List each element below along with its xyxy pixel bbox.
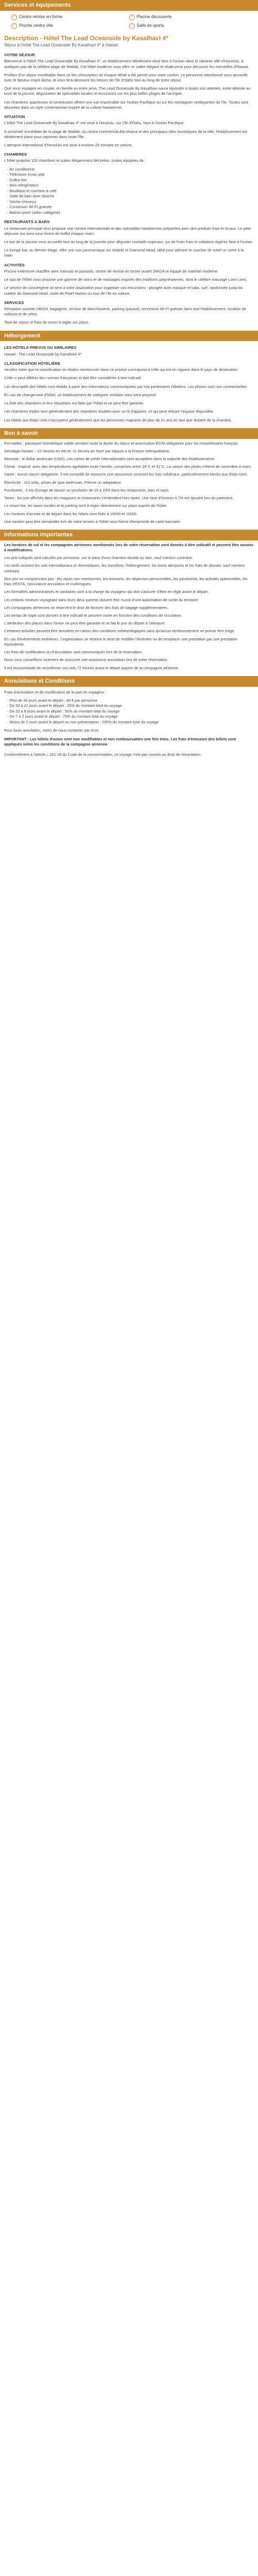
- paragraph: Réception ouverte 24h/24, bagagerie, service de blanchisserie, parking (payant), connexion Wi-Fi gratuite dans tout l'établissement, location de voitures et de vélos.: [4, 306, 246, 317]
- bullet-item: Les formalités administratives et sanitaires sont à la charge du voyageur qui doit s'assurer d'être en règle avant le départ.: [4, 589, 209, 595]
- bullet-item: Climat : tropical, avec des températures agréables toute l'année, comprises entre 24°C et 31°C. La saison des pluies s'étend de novembre à mars.: [4, 464, 252, 469]
- paragraph: Les hôtels aux Etats-Unis n'acceptent généralement que les personnes majeures de plus de 21 ans en tant que titulaire de la chambre.: [4, 417, 232, 422]
- bullet-item: Certaines activités peuvent être annulées en raison des conditions météorologiques sans qu'aucun remboursement ne puisse être exigé.: [4, 629, 235, 634]
- city-icon: ✓: [11, 23, 17, 29]
- paragraph: Pour toute annulation, merci de nous contacter par écrit.: [4, 728, 100, 733]
- bullet-item: Pourboires : il est d'usage de laisser un pourboire de 15 à 20% dans les restaurants, bars et taxis.: [4, 487, 170, 493]
- list-item: - Moins de 2 jours avant le départ ou non présentation : 100% du montant total du voyage: [7, 720, 254, 725]
- bullet-item: Les horaires de vol et les compagnies aériennes mentionnés lors de votre réservation sont donnés à titre indicatif et peuvent être soumis à modifications.: [4, 542, 254, 553]
- list-item: - Plus de 30 jours avant le départ : 90 € par personne: [7, 698, 254, 704]
- paragraph: Le restaurant principal vous propose une cuisine internationale et des spécialités hawaïennes préparées avec des produits frais et locaux. Le petit-déjeuner est servi sous forme de buffet chaque matin.: [4, 226, 252, 236]
- list-item: - Salle de bain avec douche: [7, 194, 254, 199]
- bullet-item: Les enfants mineurs voyageant sans leurs deux parents doivent être munis d'une autorisation de sortie du territoire.: [4, 597, 199, 602]
- paragraph: Celle-ci peut différer des normes françaises et doit être considérée à titre indicatif.: [4, 376, 142, 381]
- informations-header: Informations importantes: [0, 530, 258, 540]
- list-item: - De 7 à 2 jours avant le départ : 75% du montant total du voyage: [7, 714, 254, 720]
- paragraph: Bienvenue à l'hôtel The Lead Oceanside By Kasalhavi 4*, un établissement idéalement situé face à l'océan dans la vibrante ville d'Honolulu, à quelques pas de la célèbre plage de Waikiki. Cet hôtel moderne vous offre un cadre élégant et chaleureux pour découvrir les merveilles d'Hawaii.: [4, 59, 249, 69]
- bullet-item: Les compagnies aériennes se réservent le droit de facturer des frais de bagage supplémentaires.: [4, 605, 168, 610]
- list-item: - Air conditionné: [7, 167, 254, 173]
- bon-a-savoir-header: Bon à savoir: [0, 428, 258, 439]
- amenity-gym: [129, 23, 247, 29]
- section-heading: CLASSIFICATION HÔTELIÈRE: [4, 361, 60, 366]
- amenities-grid: [0, 11, 258, 31]
- amenity-pool: [129, 14, 247, 20]
- paragraph: Les chambres triples sont généralement des chambres doubles avec un lit d'appoint, ce qui peut réduire l'espace disponible.: [4, 409, 214, 414]
- bullet-item: Électricité : 110 volts, prises de type américain. Prévoir un adaptateur.: [4, 480, 122, 485]
- section-heading: RESTAURANTS & BARS: [4, 219, 50, 225]
- section-heading: VOTRE SÉJOUR: [4, 53, 35, 58]
- paragraph: Profitez d'un séjour inoubliable dans ce lieu d'exception où chaque détail a été pensé pour votre confort. Le personnel attentionné vous accueille avec le fameux esprit Aloha, et vous fera découvrir les trésors de l'île d'Oahu tout au long de votre séjour.: [4, 72, 248, 82]
- paragraph: Le service de conciergerie se tient à votre disposition pour organiser vos excursions : plongée avec masque et tuba, surf, randonnée jusqu'au cratère de Diamond Head, visite de Pearl Harbor ou tour de l'île en voiture.: [4, 285, 243, 296]
- bullet-item: Le resort fee, les taxes locales et le parking sont à régler directement sur place auprès de l'hôtel.: [4, 503, 168, 509]
- section-heading: SITUATION: [4, 114, 25, 120]
- list-item: - Coffre-fort: [7, 178, 254, 183]
- bullet-item: Les prix indiqués sont calculés par personne, sur la base d'une chambre double ou twin, sauf mention contraire.: [4, 555, 193, 561]
- bullet-item: Il est recommandé de reconfirmer vos vols 72 heures avant le départ auprès de la compagnie aérienne.: [4, 665, 179, 670]
- bullet-item: Santé : aucun vaccin obligatoire. Il est conseillé de souscrire une assurance couvrant les frais médicaux, particulièrement élevés aux Etats-Unis.: [4, 472, 248, 477]
- bullet-item: Les tarifs incluent les vols internationaux et domestiques, les transferts, l'hébergement, les taxes aéroports et les frais de dossier, sauf mention contraire.: [4, 563, 245, 573]
- footer-note: Conformément à l'article L.221-28 du Code de la consommation, ce voyage n'est pas soumis au droit de rétractation.: [4, 752, 202, 757]
- services-header: Services et équipements: [0, 0, 258, 11]
- list-item: - Sèche-cheveux: [7, 199, 254, 205]
- bullet-item: Nous vous conseillons vivement de souscrire une assurance annulation lors de votre réservation.: [4, 657, 168, 663]
- bullet-item: Les frais de modification ou d'annulation sont communiqués lors de la réservation.: [4, 650, 143, 655]
- amenity-city: [11, 23, 129, 29]
- section-heading: ACTIVITÉS: [4, 262, 25, 267]
- paragraph: Le bar de la piscine vous accueille tout au long de la journée pour déguster cocktails tropicaux, jus de fruits frais et collations légères face à l'océan.: [4, 239, 253, 244]
- hebergement-header: Hébergement: [0, 331, 258, 342]
- hotel-name: Hawaii : The Lead Oceanside by Kasalhavi 4*: [4, 351, 82, 357]
- bullet-item: Décalage horaire : -12 heures en été et -11 heures en hiver par rapport à la France métropolitaine.: [4, 448, 170, 453]
- paragraph: En cas de changement d'hôtel, un établissement de catégorie similaire vous sera proposé.: [4, 392, 157, 397]
- list-item: - De 20 à 8 jours avant le départ : 50% du montant total du voyage: [7, 709, 254, 715]
- list-item: - De 30 à 21 jours avant le départ : 25% du montant total du voyage: [7, 703, 254, 709]
- list-item: - Connexion Wi-Fi gratuite: [7, 205, 254, 210]
- list-item: - Mini-réfrigérateur: [7, 183, 254, 189]
- amenity-label: Salle de sports: [137, 23, 164, 28]
- paragraph: Le lounge bar, au dernier étage, offre une vue panoramique sur Waikiki et Diamond Head, idéal pour admirer le coucher de soleil un verre à la main.: [4, 248, 244, 258]
- paragraph: Que vous voyagiez en couple, en famille ou entre amis, The Lead Oceanside By Kasalhavi saura répondre à toutes vos attentes, entre détente au bord de la piscine, dégustation de spécialités locales et excursions sur les plus belles plages de l'archipel.: [4, 86, 251, 96]
- amenity-label: Proche centre ville: [19, 23, 53, 28]
- annulation-header: Annulations et Conditions: [0, 676, 258, 687]
- list-item: - Balcon privé (selon catégorie): [7, 210, 254, 216]
- bullet-item: Nos prix ne comprennent pas : les repas non mentionnés, les boissons, les dépenses personnelles, les pourboires, les activités optionnelles, les frais d'ESTA, l'assurance annulation et multirisques.: [4, 576, 248, 587]
- amenity-fitness: [11, 14, 129, 20]
- description-title: Description - Hôtel The Lead Oceanside by Kasalhavi 4*: [4, 34, 169, 42]
- paragraph: À proximité immédiate de la plage de Waikiki, du centre commercial Ala Moana et des principaux sites touristiques de la ville, l'établissement est idéalement placé pour rayonner dans toute l'île.: [4, 129, 248, 139]
- paragraph: L'aéroport international d'Honolulu est situé à environ 25 minutes en voiture.: [4, 142, 133, 147]
- product-page: [0, 0, 258, 757]
- bullet-item: L'attribution des places dans l'avion ne peut être garantie et se fait le jour du départ à l'aéroport.: [4, 621, 166, 626]
- amenity-label: Piscine découverte: [137, 14, 172, 19]
- section-heading: CHAMBRES: [4, 152, 27, 157]
- bullet-item: Taxes : les prix affichés dans les magasins et restaurants s'entendent hors taxes. Une taxe d'environ 4,7% est ajoutée lors du paiement.: [4, 496, 234, 501]
- paragraph: Piscine extérieure chauffée avec transats et parasols, centre de remise en forme ouvert 24h/24 et équipé de matériel moderne.: [4, 268, 219, 274]
- paragraph: Veuillez noter que la classification en étoiles mentionnée dans ce produit correspond à celle qui est en vigueur dans le pays de destination.: [4, 367, 238, 372]
- paragraph: L'hôtel propose 120 chambres et suites élégamment décorées, toutes équipées de :: [4, 158, 146, 163]
- section-heading: SERVICES: [4, 300, 24, 305]
- fitness-icon: ✓: [11, 14, 17, 20]
- list-item: - Télévision écran plat: [7, 172, 254, 178]
- paragraph: L'hôtel The Lead Oceanside By Kasalhavi 4* est situé à Honolulu, sur l'île d'Oahu, face à l'océan Pacifique.: [4, 121, 185, 126]
- paragraph: Le spa de l'hôtel vous propose une gamme de soins et de massages inspirés des traditions polynésiennes, dont le célèbre massage Lomi Lomi.: [4, 277, 247, 282]
- amenity-label: Centre remise en forme: [19, 14, 63, 19]
- cancellation-list: [7, 698, 254, 725]
- section-heading: LES HÔTELS PREVUS OU SIMILAIRES: [4, 345, 77, 350]
- paragraph: Les descriptifs des hôtels sont établis à partir des informations communiquées par nos partenaires hôteliers. Les photos sont non contractuelles.: [4, 384, 248, 389]
- bullet-item: Les temps de trajet sont donnés à titre indicatif et peuvent varier en fonction des conditions de circulation.: [4, 613, 183, 618]
- pool-icon: ✓: [129, 14, 135, 20]
- gym-icon: ✓: [129, 23, 135, 29]
- paragraph: La liste des chambres et leur répartition est faite par l'hôtel et ne peut être garantie.: [4, 401, 144, 406]
- bullet-item: Monnaie : le dollar américain (USD). Les cartes de crédit internationales sont acceptées dans la majorité des établissements.: [4, 456, 216, 462]
- paragraph: Les chambres spacieuses et lumineuses offrent une vue imprenable sur l'océan Pacifique ou sur les montagnes verdoyantes de l'île. Toutes sont décorées dans un style contemporain inspiré de la culture hawaïenne.: [4, 99, 248, 110]
- bullet-item: Formalités : passeport biométrique valide pendant toute la durée du séjour et autorisation ESTA obligatoire pour les ressortissants français.: [4, 440, 239, 446]
- bullet-item: En cas d'événements extérieurs, l'organisateur se réserve le droit de modifier l'itinéraire ou de remplacer une prestation par une prestation équivalente.: [4, 636, 238, 647]
- paragraph: Frais d'annulation et de modification de la part du voyageur :: [4, 689, 106, 694]
- description-subtitle: Séjour à l'hôtel The Lead Oceanside By Kasalhavi 4* à Hawaii: [4, 43, 118, 48]
- bullet-item: Une caution peut être demandée lors de votre arrivée à l'hôtel sous forme d'empreinte de carte bancaire.: [4, 519, 181, 524]
- paragraph: Taxe de séjour et frais de resort à régler sur place.: [4, 320, 89, 325]
- important-note: IMPORTANT : Les billets d'avion sont non modifiables et non remboursables une fois émis. Les frais d'émission des billets sont appliqués selon les conditions de la compagnie aérienne.: [4, 736, 236, 747]
- rooms-list: [7, 167, 254, 216]
- list-item: - Bouilloire et machine à café: [7, 189, 254, 194]
- bullet-item: Les horaires d'arrivée et de départ dans les hôtels sont fixés à 15h00 et 11h00.: [4, 511, 138, 516]
